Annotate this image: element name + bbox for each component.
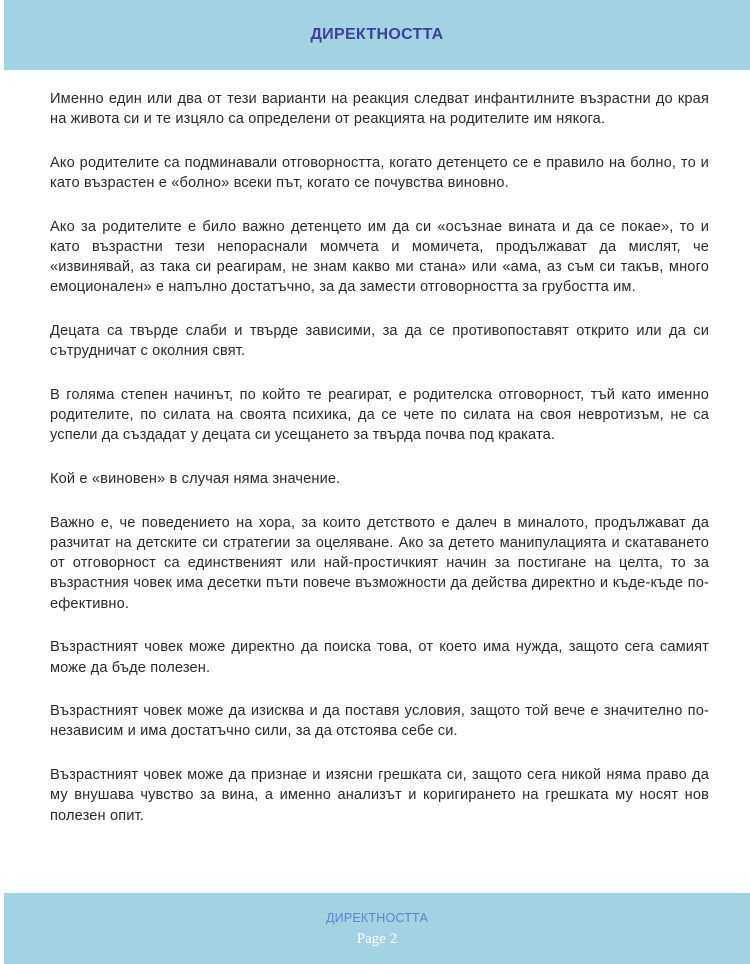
footer-title: ДИРЕКТНОСТТА bbox=[326, 911, 428, 925]
paragraph: Децата са твърде слаби и твърде зависими, за да се противопоставят открито или да си сътрудничат с околния свят. bbox=[50, 323, 709, 360]
document-page bbox=[4, 0, 750, 964]
paragraph: Именно един или два от тези варианти на реакция следват инфантилните възрастни до края на живота си и те изцяло са определени от реакцията на родителите им някога. bbox=[50, 91, 709, 128]
paragraph: Ако за родителите е било важно детенцето им да си «осъзнае вината и да се покае», то и като възрастни тези непораснали момчета и момичета, продължават да мислят, че «извинявай, аз така си реагирам, не знам какво ми стана» или «ама, аз съм си такъв, много емоционален» е напълно достатъчно, за да замести отговорността за грубостта им. bbox=[50, 218, 709, 296]
page-number: Page 2 bbox=[356, 931, 398, 947]
paragraph: В голяма степен начинът, по който те реагират, е родителска отговорност, тъй като именно родителите, по силата на своята психика, да се чете по силата на своя невротизъм, не са успели да създадат у децата си усещането за твърда почва под краката. bbox=[50, 387, 709, 444]
paragraph: Възрастният човек може да изисква и да поставя условия, защото той вече е значително по-независим и има достатъчно сили, за да отстоява себе си. bbox=[50, 703, 709, 740]
page-body bbox=[50, 89, 709, 849]
header-title: ДИРЕКТНОСТТА bbox=[310, 26, 444, 43]
paragraph: Ако родителите са подминавали отговорността, когато детенцето се е правило на болно, то и като възрастен е «болно» всеки път, когато се почувства виновно. bbox=[50, 154, 709, 192]
page-header bbox=[4, 0, 750, 70]
paragraph: Кой е «виновен» в случая няма значение. bbox=[50, 471, 341, 488]
paragraph: Важно е, че поведението на хора, за които детството е далеч в миналото, продължават да разчитат на детските си стратегии за оцеляване. Ако за детето манипулацията и скатаването от отговорност са единственият или най-простичкият начин за постигане на целта, то за възрастния човек има десетки пъти повече възможности да действа директно и къде-къде по-ефективно. bbox=[50, 514, 709, 612]
paragraph: Възрастният човек може директно да поиска това, от което има нужда, защото сега самият може да бъде полезен. bbox=[50, 639, 709, 676]
page-footer bbox=[4, 893, 750, 964]
paragraph: Възрастният човек може да признае и изясни грешката си, защото сега никой няма право да му внушава чувство за вина, а именно анализът и коригирането на грешката му носят нов полезен опит. bbox=[50, 767, 709, 824]
